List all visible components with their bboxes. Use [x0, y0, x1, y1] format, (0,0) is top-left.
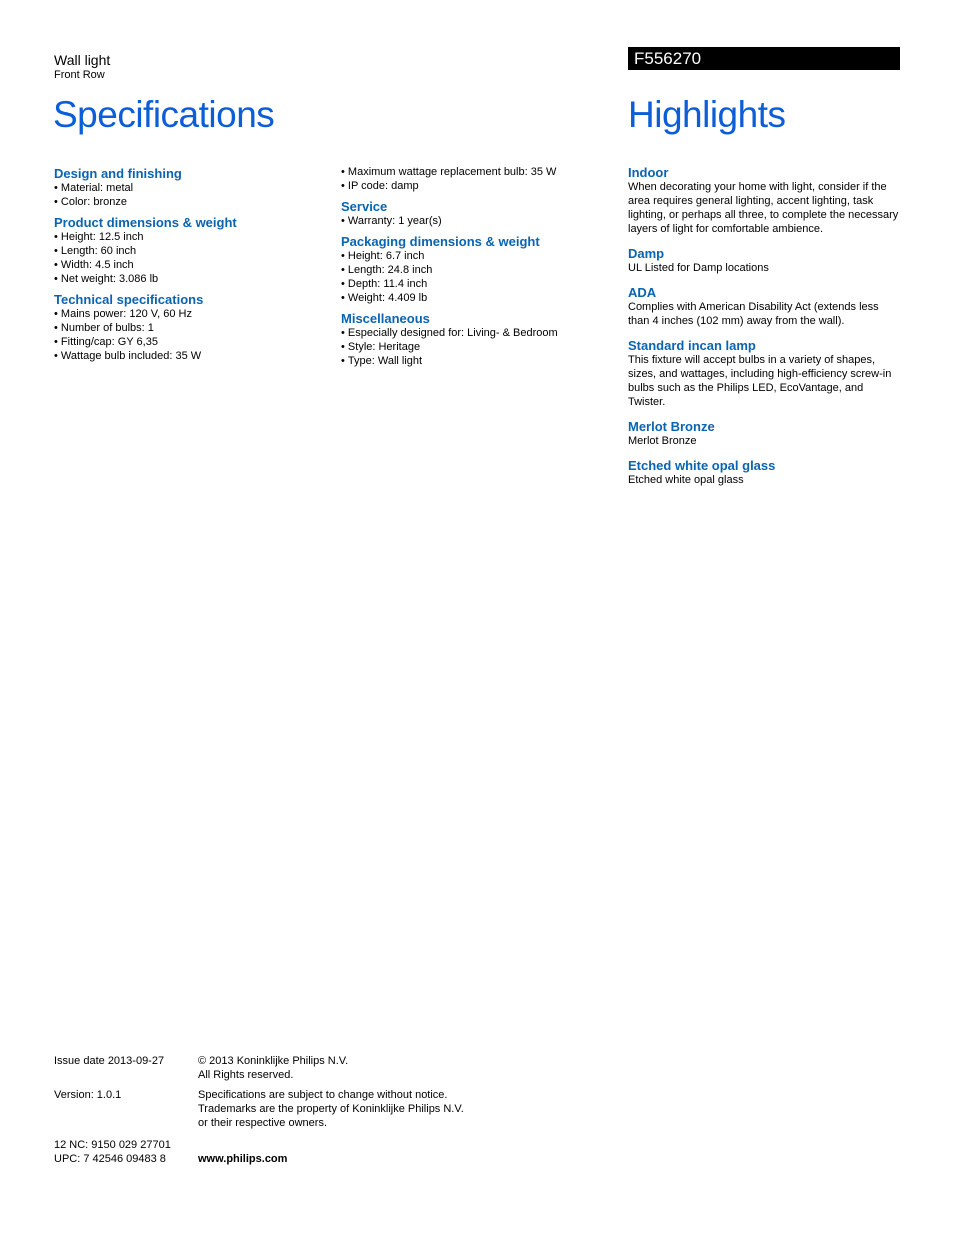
spec-section-title: Service	[341, 199, 388, 214]
spec-item: • Length: 24.8 inch	[341, 263, 611, 277]
highlight-section	[628, 419, 903, 448]
highlight-title: ADA	[628, 285, 657, 300]
spec-item: • Style: Heritage	[341, 340, 611, 354]
notice-line-1: Specifications are subject to change without notice.	[198, 1089, 448, 1101]
highlight-description: Etched white opal glass	[628, 474, 744, 486]
specifications-column-1	[54, 164, 324, 369]
highlight-title: Etched white opal glass	[628, 458, 776, 473]
spec-item: • Depth: 11.4 inch	[341, 277, 611, 291]
highlight-section	[628, 458, 903, 487]
spec-item: • Mains power: 120 V, 60 Hz	[54, 307, 324, 321]
highlight-description: This fixture will accept bulbs in a variety of shapes, sizes, and wattages, including high-efficiency screw-in bulbs such as the Philips LED, EcoVantage, and Twister.	[628, 354, 892, 408]
upc-code: UPC: 7 42546 09483 8	[54, 1153, 166, 1165]
highlight-description: UL Listed for Damp locations	[628, 262, 769, 274]
highlight-description: Complies with American Disability Act (extends less than 4 inches (102 mm) away from the wall).	[628, 301, 879, 327]
spec-list	[341, 214, 611, 228]
highlight-description: When decorating your home with light, consider if the area requires general lighting, accent lighting, task lighting, or perhaps all three, to complete the necessary layers of light for comfortable ambience.	[628, 181, 899, 235]
highlight-title: Damp	[628, 246, 665, 261]
spec-list	[341, 165, 611, 193]
spec-item: • Height: 6.7 inch	[341, 249, 611, 263]
spec-item: • Height: 12.5 inch	[54, 230, 324, 244]
spec-list	[54, 307, 324, 363]
spec-item: • Number of bulbs: 1	[54, 321, 324, 335]
spec-item: • Width: 4.5 inch	[54, 258, 324, 272]
spec-item: • Fitting/cap: GY 6,35	[54, 335, 324, 349]
spec-section	[54, 292, 324, 363]
spec-item: • Weight: 4.409 lb	[341, 291, 611, 305]
spec-section	[54, 166, 324, 209]
version: Version: 1.0.1	[54, 1089, 122, 1101]
spec-section-title: Packaging dimensions & weight	[341, 234, 540, 249]
spec-item: • Warranty: 1 year(s)	[341, 214, 611, 228]
highlight-title: Indoor	[628, 165, 669, 180]
notice-line-2: Trademarks are the property of Koninklijke Philips N.V.	[198, 1103, 464, 1115]
spec-item: • Net weight: 3.086 lb	[54, 272, 324, 286]
copyright-line-2: All Rights reserved.	[198, 1069, 294, 1081]
highlights-heading: Highlights	[628, 94, 786, 135]
spec-section-title: Technical specifications	[54, 292, 204, 307]
spec-list	[341, 249, 611, 305]
spec-section	[341, 165, 611, 193]
product-range: Front Row	[54, 69, 105, 81]
product-type: Wall light	[54, 52, 111, 68]
website-link[interactable]: www.philips.com	[198, 1153, 288, 1165]
spec-item: • Color: bronze	[54, 195, 324, 209]
spec-list	[54, 230, 324, 286]
spec-section-title: Miscellaneous	[341, 311, 430, 326]
spec-item: • Maximum wattage replacement bulb: 35 W	[341, 165, 611, 179]
spec-section	[341, 199, 611, 228]
spec-item: • Type: Wall light	[341, 354, 611, 368]
spec-item: • Especially designed for: Living- & Bedroom	[341, 326, 611, 340]
model-number-banner: F556270	[628, 47, 900, 70]
spec-item: • IP code: damp	[341, 179, 611, 193]
spec-section-title: Product dimensions & weight	[54, 215, 237, 230]
spec-section	[341, 234, 611, 305]
spec-item: • Length: 60 inch	[54, 244, 324, 258]
notice-line-3: or their respective owners.	[198, 1117, 327, 1129]
highlight-title: Merlot Bronze	[628, 419, 715, 434]
specifications-column-2	[341, 165, 611, 374]
spec-item: • Wattage bulb included: 35 W	[54, 349, 324, 363]
highlights-column	[628, 165, 903, 497]
spec-list	[54, 181, 324, 209]
specifications-heading: Specifications	[53, 94, 275, 135]
highlight-section	[628, 246, 903, 275]
copyright-line-1: © 2013 Koninklijke Philips N.V.	[198, 1055, 349, 1067]
highlight-section	[628, 285, 903, 328]
spec-section-title: Design and finishing	[54, 166, 182, 181]
spec-item: • Material: metal	[54, 181, 324, 195]
nc-code: 12 NC: 9150 029 27701	[54, 1139, 171, 1151]
spec-section	[341, 311, 611, 368]
issue-date: Issue date 2013-09-27	[54, 1055, 165, 1067]
spec-section	[54, 215, 324, 286]
spec-list	[341, 326, 611, 368]
highlight-description: Merlot Bronze	[628, 435, 697, 447]
highlight-section	[628, 338, 903, 409]
highlight-title: Standard incan lamp	[628, 338, 756, 353]
highlight-section	[628, 165, 903, 236]
